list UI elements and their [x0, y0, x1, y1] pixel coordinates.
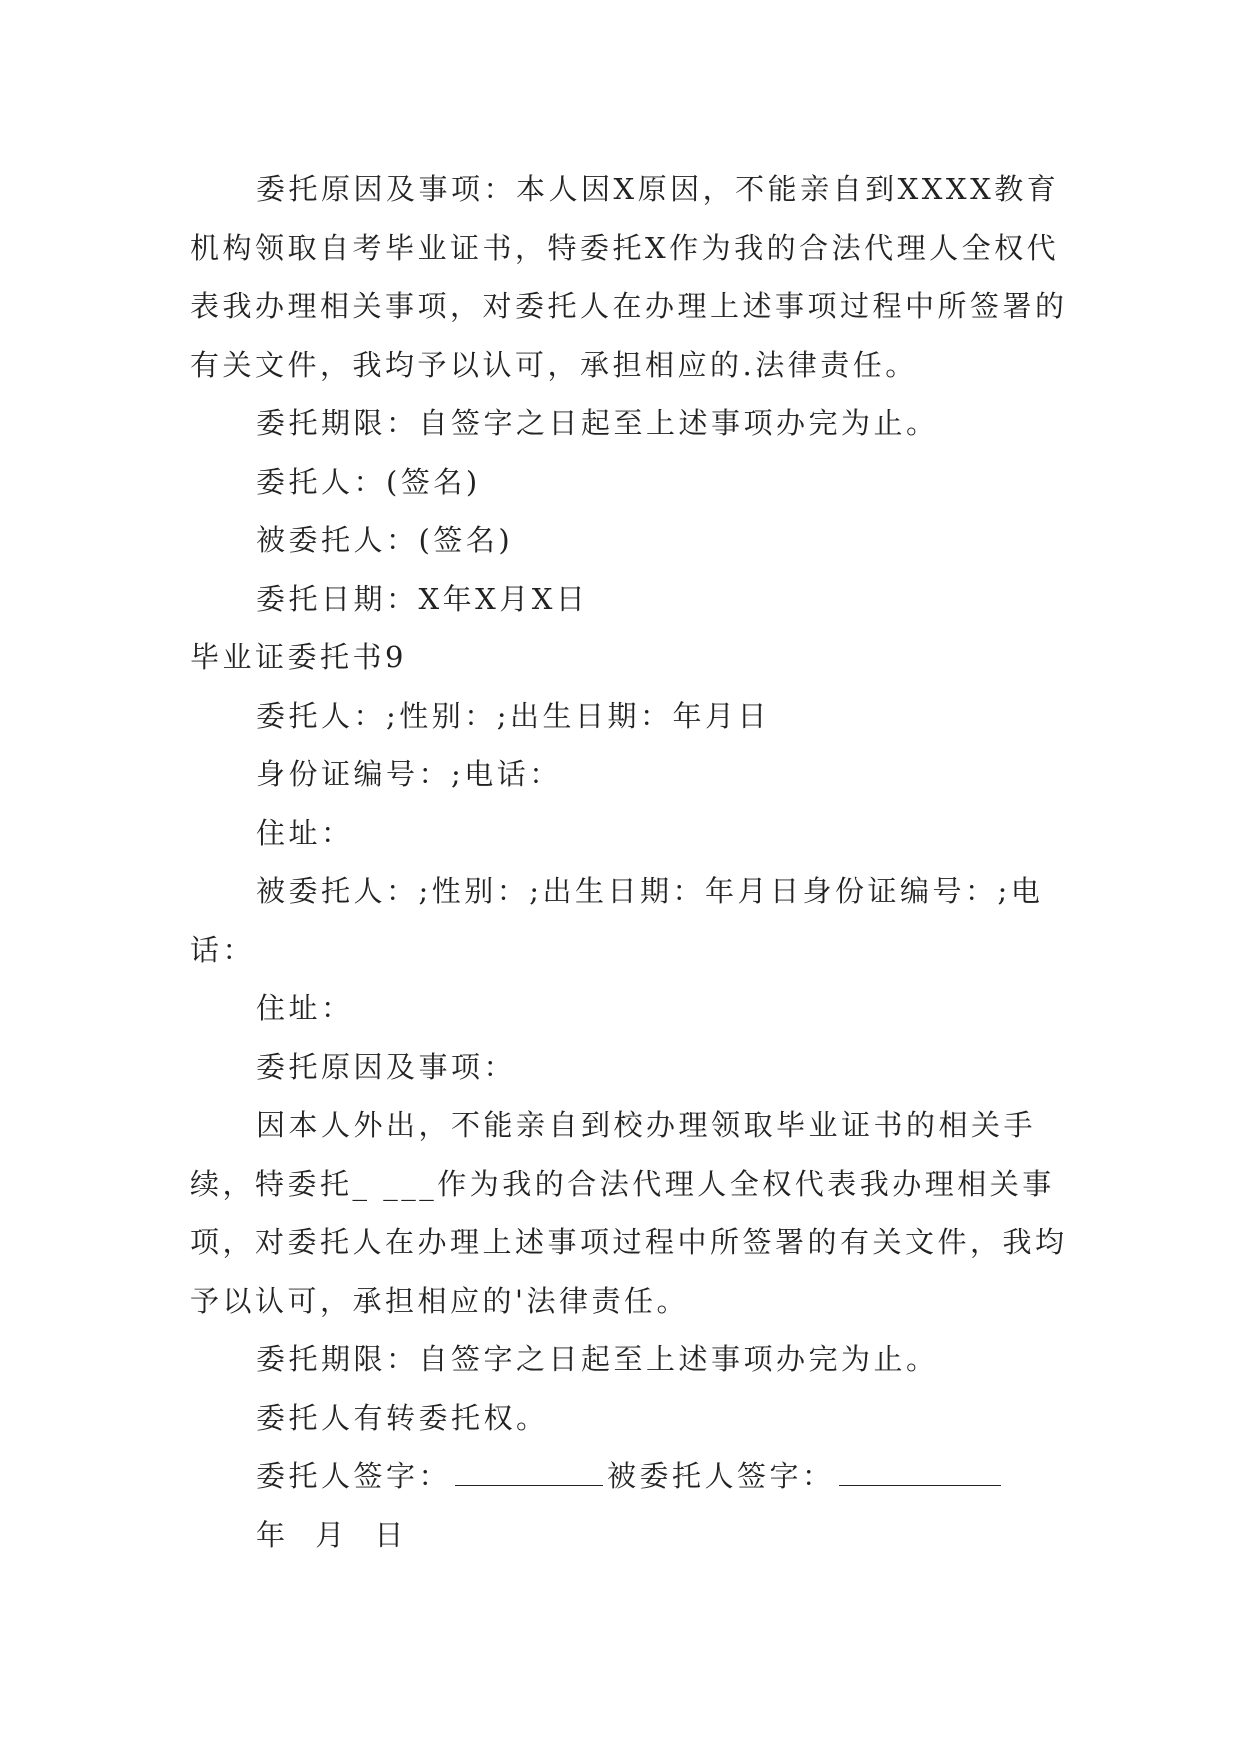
- document-body: [190, 160, 1070, 1564]
- paragraph-entrust-period-2: 委托期限：自签字之日起至上述事项办完为止。: [256, 1342, 939, 1376]
- paragraph-sub-entrust: 委托人有转委托权。: [256, 1400, 549, 1435]
- paragraph-reason-label: 委托原因及事项：: [256, 1049, 517, 1084]
- section-heading: 毕业证委托书9: [190, 640, 407, 674]
- agent-signature-label: 被委托人签字：: [607, 1459, 835, 1493]
- paragraph-agent-address: 住址：: [256, 991, 354, 1025]
- paragraph-principal-id: 身份证编号：;电话：: [256, 757, 562, 791]
- paragraph-agent-info: 被委托人：;性别：;出生日期：年月日身份证编号：;电话：: [190, 874, 1044, 967]
- date-line: 年 月 日: [256, 1517, 407, 1552]
- paragraph-principal-address: 住址：: [256, 815, 354, 850]
- paragraph-entrust-period: 委托期限：自签字之日起至上述事项办完为止。: [256, 406, 939, 440]
- paragraph-reason-body: 因本人外出，不能亲自到校办理领取毕业证书的相关手续，特委托_ ___作为我的合法代理人全权代表我办理相关事项，对委托人在办理上述事项过程中所签署的有关文件，我均予以认可，承担相应的'法律责任。: [190, 1108, 1068, 1318]
- signature-line: [190, 1447, 1070, 1506]
- paragraph-principal-sign: 委托人：(签名): [256, 464, 481, 499]
- paragraph-entrust-date: 委托日期：X年X月X日: [256, 581, 589, 616]
- paragraph-entrust-reason: 委托原因及事项：本人因X原因，不能亲自到XXXX教育机构领取自考毕业证书，特委托X作为我的合法代理人全权代表我办理相关事项，对委托人在办理上述事项过程中所签署的有关文件，我均予以认可，承担相应的.法律责任。: [190, 172, 1068, 382]
- agent-signature-blank: [839, 1463, 1001, 1486]
- principal-signature-label: 委托人签字：: [256, 1459, 452, 1493]
- paragraph-agent-sign: 被委托人：(签名): [256, 523, 514, 557]
- principal-signature-blank: [455, 1463, 603, 1486]
- paragraph-principal-info: 委托人：;性别：;出生日期：年月日: [256, 698, 771, 733]
